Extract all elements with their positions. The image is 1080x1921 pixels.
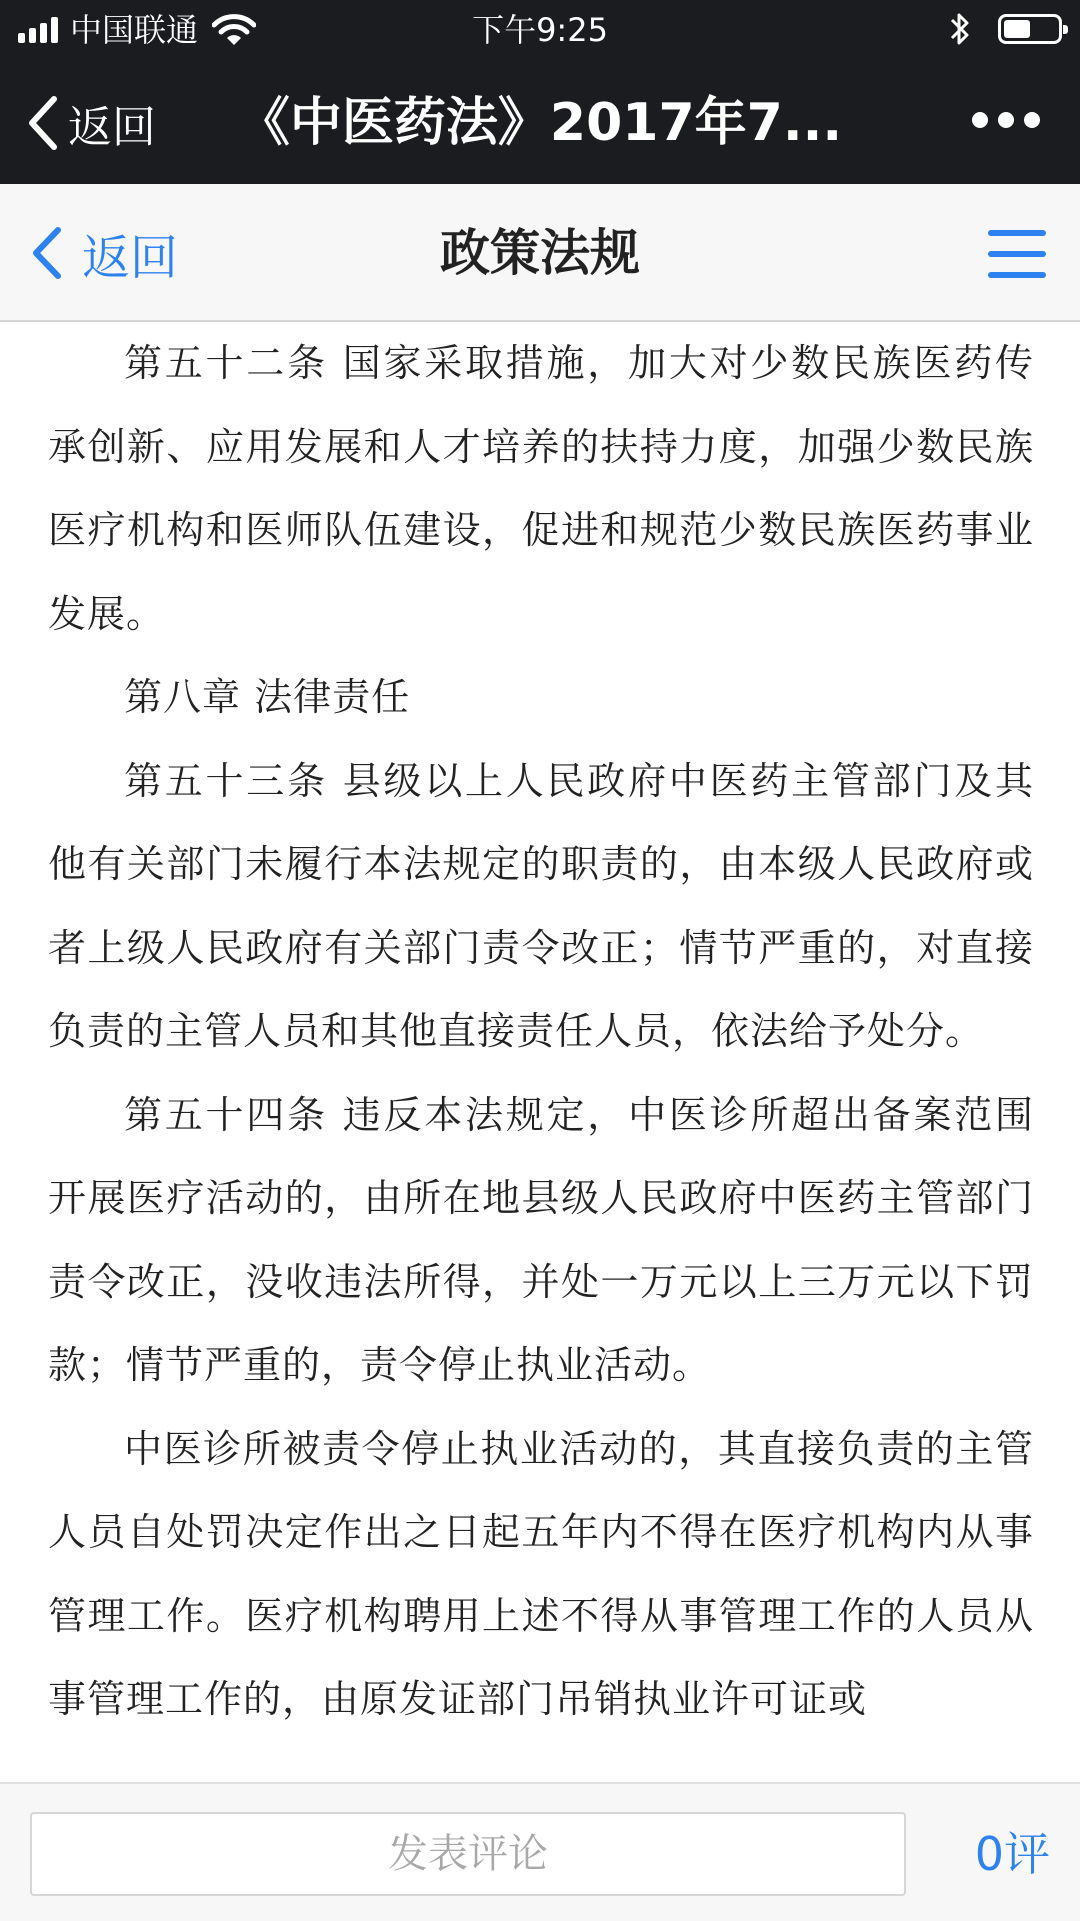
comment-footer: [0, 1782, 1080, 1921]
status-bar: [0, 0, 1080, 60]
status-time: 下午9:25: [472, 11, 608, 49]
comment-input[interactable]: 发表评论: [30, 1812, 906, 1896]
bluetooth-icon: [948, 10, 972, 48]
comment-count-button[interactable]: 0评: [974, 1827, 1050, 1881]
article-paragraph: 第五十三条 县级以上人民政府中医药主管部门及其他有关部门未履行本法规定的职责的，由本级人民政府或者上级人民政府有关部门责令改正；情节严重的，对直接负责的主管人员和其他直接责任人员，依法给予处分。: [48, 758, 1034, 1053]
page-header: [0, 184, 1080, 322]
article-paragraph: 第五十二条 国家采取措施，加大对少数民族医药传承创新、应用发展和人才培养的扶持力度，加强少数民族医疗机构和医师队伍建设，促进和规范少数民族医药事业发展。: [48, 341, 1034, 636]
article-content: [0, 322, 1080, 1782]
chevron-left-icon: [26, 95, 60, 151]
chapter-heading: 第八章 法律责任: [124, 675, 411, 719]
battery-icon: [998, 14, 1062, 44]
battery-level: [1004, 20, 1030, 38]
carrier-name: 中国联通: [70, 11, 199, 49]
wechat-nav-bar: [0, 60, 1080, 184]
page-title: 政策法规: [440, 224, 640, 282]
status-right: [948, 10, 1062, 48]
wechat-page-title: 《中医药法》2017年7...: [237, 93, 843, 153]
wechat-back-label: 返回: [68, 102, 156, 153]
wechat-back-button[interactable]: [26, 88, 156, 158]
article-paragraph: 中医诊所被责令停止执业活动的，其直接负责的主管人员自处罚决定作出之日起五年内不得在医疗机构内从事管理工作。医疗机构聘用上述不得从事管理工作的人员从事管理工作的，由原发证部门吊销执业许可证或: [48, 1426, 1034, 1721]
article-paragraph: 第五十四条 违反本法规定，中医诊所超出备案范围开展医疗活动的，由所在地县级人民政府中医药主管部门责令改正，没收违法所得，并处一万元以上三万元以下罚款；情节严重的，责令停止执业活动。: [48, 1092, 1034, 1387]
hamburger-menu-icon[interactable]: [988, 230, 1046, 278]
more-dots-icon[interactable]: [972, 112, 1040, 128]
header-back-label: 返回: [82, 229, 179, 286]
